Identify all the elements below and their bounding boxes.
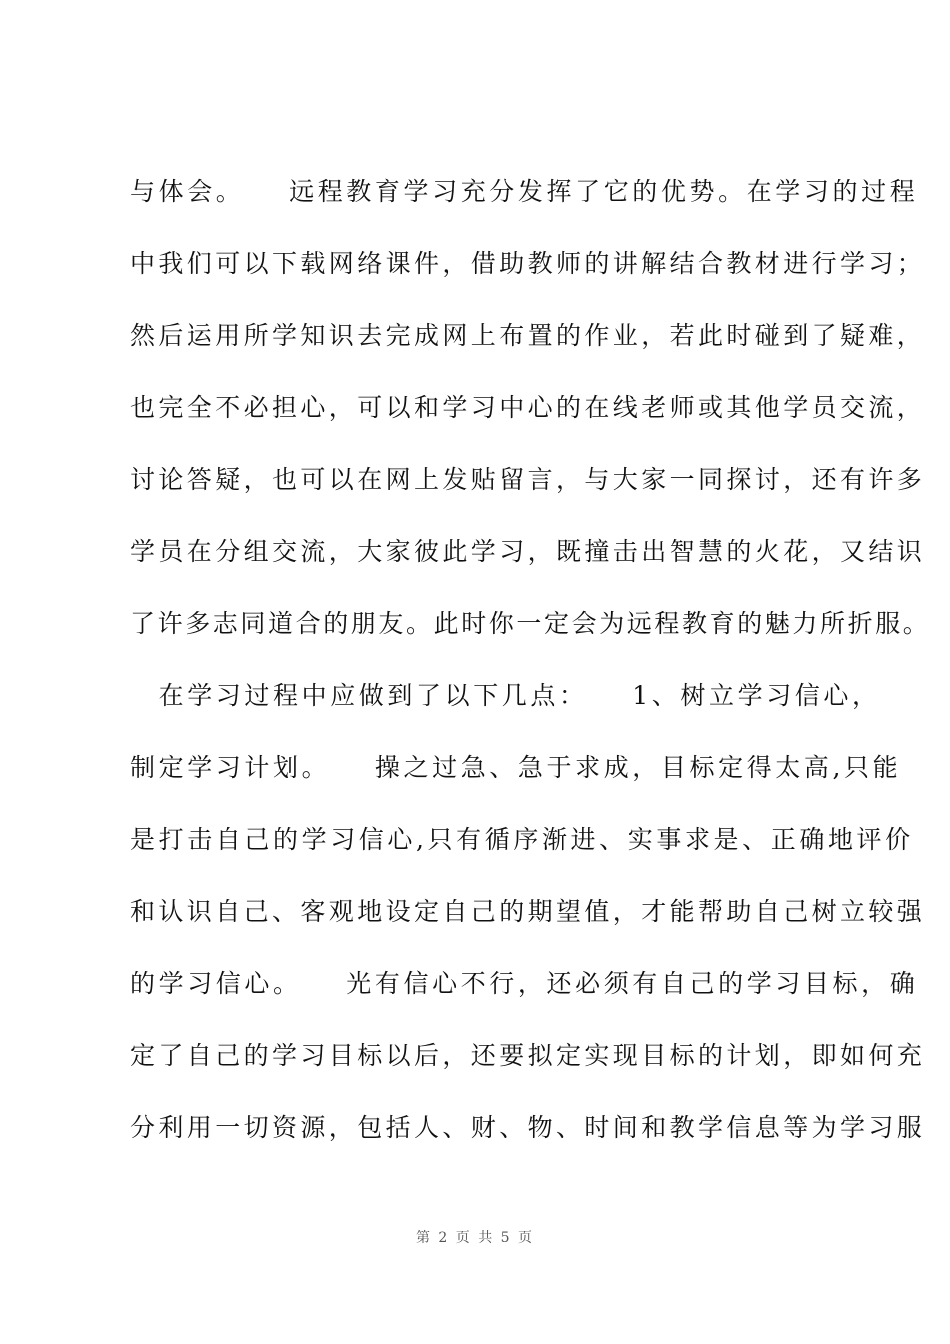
paragraph-line: 中我们可以下载网络课件，借助教师的讲解结合教材进行学习；	[130, 249, 926, 278]
page-footer	[0, 1228, 950, 1248]
paragraph-line: 分利用一切资源，包括人、财、物、时间和教学信息等为学习服	[130, 1113, 926, 1142]
paragraph-line: 的学习信心。 光有信心不行，还必须有自己的学习目标，确	[130, 969, 919, 998]
page-number: 第 2 页 共 5 页	[415, 1230, 535, 1246]
paragraph-line: 定了自己的学习目标以后，还要拟定实现目标的计划，即如何充	[130, 1041, 926, 1070]
paragraph-line: 是打击自己的学习信心,只有循序渐进、实事求是、正确地评价	[130, 825, 914, 854]
paragraph-line: 在学习过程中应做到了以下几点： 1、树立学习信心，	[130, 681, 881, 710]
paragraph-line: 也完全不必担心，可以和学习中心的在线老师或其他学员交流，	[130, 393, 926, 422]
paragraph-line: 和认识自己、客观地设定自己的期望值，才能帮助自己树立较强	[130, 897, 926, 926]
paragraph-line: 学员在分组交流，大家彼此学习，既撞击出智慧的火花，又结识	[130, 537, 926, 566]
paragraph-line: 了许多志同道合的朋友。此时你一定会为远程教育的魅力所折服。	[130, 609, 931, 638]
paragraph-line: 讨论答疑，也可以在网上发贴留言，与大家一同探讨，还有许多	[130, 465, 926, 494]
paragraph-line: 然后运用所学知识去完成网上布置的作业，若此时碰到了疑难，	[130, 321, 926, 350]
paragraph-line: 制定学习计划。 操之过急、急于求成，目标定得太高,只能	[130, 753, 902, 782]
paragraph-line: 与体会。 远程教育学习充分发挥了它的优势。在学习的过程	[130, 177, 919, 206]
